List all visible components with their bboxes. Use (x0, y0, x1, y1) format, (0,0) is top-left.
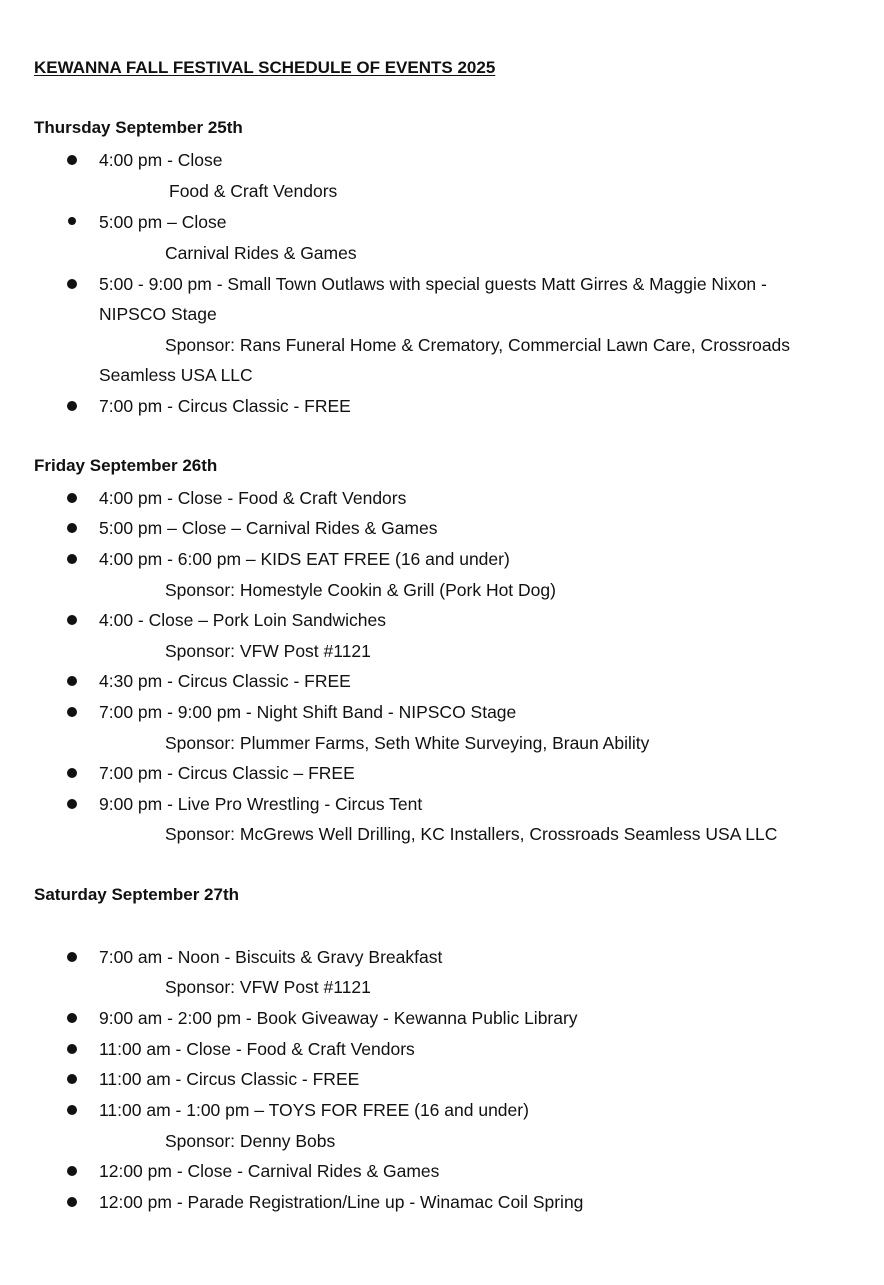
event-time: 4:30 pm - Circus Classic - FREE (99, 671, 351, 691)
event-time: 11:00 am - 1:00 pm – TOYS FOR FREE (16 and under) (99, 1100, 529, 1120)
event-detail: Food & Craft Vendors (169, 181, 338, 201)
event-time: 12:00 pm - Parade Registration/Line up - Winamac Coil Spring (99, 1192, 584, 1212)
bullet-icon (67, 493, 77, 503)
bullet-icon (67, 615, 77, 625)
event-sponsor: Sponsor: VFW Post #1121 (165, 641, 371, 661)
bullet-icon (67, 1105, 77, 1115)
event-time: 5:00 pm – Close – Carnival Rides & Games (99, 518, 438, 538)
event-time: 7:00 pm - 9:00 pm - Night Shift Band - NIPSCO Stage (99, 702, 517, 722)
bullet-icon (67, 676, 77, 686)
bullet-icon (67, 401, 77, 411)
bullet-icon (67, 952, 77, 962)
event-time: 4:00 - Close – Pork Loin Sandwiches (99, 610, 386, 630)
bullet-icon (67, 523, 77, 533)
event-time: 5:00 pm – Close (99, 212, 227, 232)
bullet-icon (67, 1197, 77, 1207)
event-sponsor: Sponsor: Plummer Farms, Seth White Surveying, Braun Ability (165, 733, 650, 753)
day-heading-thursday: Thursday September 25th (34, 118, 243, 137)
document-title: KEWANNA FALL FESTIVAL SCHEDULE OF EVENTS 2025 (34, 58, 496, 77)
bullet-icon (67, 1013, 77, 1023)
event-detail: Carnival Rides & Games (165, 243, 357, 263)
event-sponsor-continued: Seamless USA LLC (99, 365, 253, 385)
event-time: 4:00 pm - 6:00 pm – KIDS EAT FREE (16 and under) (99, 549, 510, 569)
event-time: 7:00 am - Noon - Biscuits & Gravy Breakfast (99, 947, 443, 967)
bullet-icon (67, 799, 77, 809)
event-time: 9:00 pm - Live Pro Wrestling - Circus Tent (99, 794, 423, 814)
event-time: 9:00 am - 2:00 pm - Book Giveaway - Kewanna Public Library (99, 1008, 578, 1028)
event-sponsor: Sponsor: Homestyle Cookin & Grill (Pork Hot Dog) (165, 580, 556, 600)
event-time: 7:00 pm - Circus Classic - FREE (99, 396, 351, 416)
event-time: 11:00 am - Circus Classic - FREE (99, 1069, 360, 1089)
event-time: 4:00 pm - Close (99, 150, 223, 170)
event-time: 12:00 pm - Close - Carnival Rides & Games (99, 1161, 440, 1181)
bullet-icon (67, 1074, 77, 1084)
event-sponsor: Sponsor: McGrews Well Drilling, KC Installers, Crossroads Seamless USA LLC (165, 824, 778, 844)
bullet-icon (67, 1166, 77, 1176)
bullet-icon (68, 217, 76, 225)
event-time-continued: NIPSCO Stage (99, 304, 217, 324)
event-time: 5:00 - 9:00 pm - Small Town Outlaws with special guests Matt Girres & Maggie Nixon - (99, 274, 767, 294)
day-heading-saturday: Saturday September 27th (34, 885, 240, 904)
bullet-icon (67, 768, 77, 778)
bullet-icon (67, 707, 77, 717)
event-sponsor: Sponsor: Denny Bobs (165, 1131, 336, 1151)
bullet-icon (67, 155, 77, 165)
bullet-icon (67, 554, 77, 564)
day-heading-friday: Friday September 26th (34, 456, 218, 475)
event-sponsor: Sponsor: VFW Post #1121 (165, 977, 371, 997)
bullet-icon (67, 279, 77, 289)
bullet-icon (67, 1044, 77, 1054)
event-time: 11:00 am - Close - Food & Craft Vendors (99, 1039, 415, 1059)
event-time: 4:00 pm - Close - Food & Craft Vendors (99, 488, 407, 508)
event-time: 7:00 pm - Circus Classic – FREE (99, 763, 355, 783)
event-sponsor: Sponsor: Rans Funeral Home & Crematory, Commercial Lawn Care, Crossroads (165, 335, 791, 355)
